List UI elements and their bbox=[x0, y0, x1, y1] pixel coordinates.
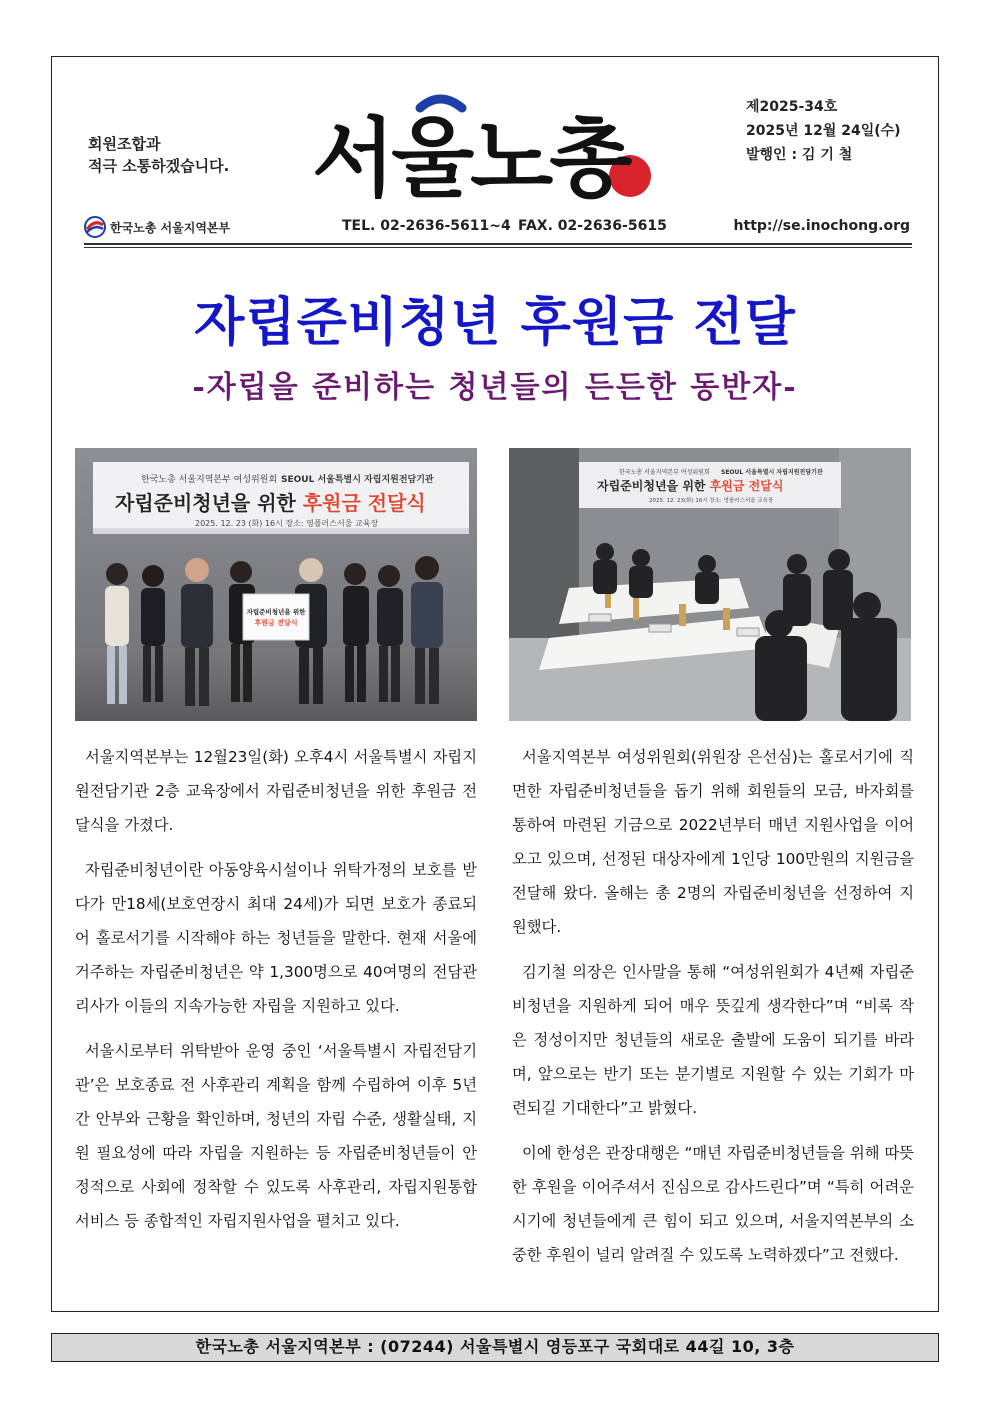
paragraph: 이에 한성은 관장대행은 “매년 자립준비청년들을 위해 따뜻한 후원을 이어주셔서 진심으로 감사드린다”며 “특히 어려운 시기에 청년들에게 큰 힘이 되고 있으며, 서울지역본부의 소중한 후원이 널리 알려질 수 있도록 노력하겠다”고 전했다. bbox=[512, 1144, 914, 1264]
paragraph: 김기철 의장은 인사말을 통해 “여성위원회가 4년째 자립준비청년을 지원하게 되어 매우 뜻깊게 생각한다”며 “비록 작은 정성이지만 청년들의 새로운 출발에 도움이 되기를 바라며, 앞으로는 반기 또는 분기별로 지원할 수 있는 기회가 마련되길 기대한다”고 밝혔다. bbox=[512, 963, 914, 1117]
slogan-line-1: 회원조합과 bbox=[88, 135, 161, 153]
banner-org: 한국노총 서울지역본부 여성위원회 bbox=[619, 469, 710, 476]
banner-title-b: 후원금 전달식 bbox=[709, 479, 784, 493]
masthead-title: 서울노총 bbox=[312, 109, 629, 202]
issue-info bbox=[746, 95, 901, 167]
banner-info: 2025. 12. 23 (화) 16시 장소: 영플러스서울 교육장 bbox=[195, 519, 379, 528]
board-line-2: 후원금 전달식 bbox=[254, 619, 298, 627]
photo-meeting bbox=[509, 448, 911, 721]
banner-logo: SEOUL 서울특별시 자립지원전담기관 bbox=[281, 475, 434, 485]
banner-title-a: 자립준비청년을 위한 bbox=[115, 491, 303, 515]
contact-bar bbox=[84, 212, 912, 242]
board-line-1: 자립준비청년을 위한 bbox=[246, 608, 306, 616]
article-column-right bbox=[512, 740, 914, 1283]
website-link[interactable]: http://se.inochong.org bbox=[733, 218, 910, 234]
svg-text:자립준비청년을 위한 후원금 전달식 bbox=[597, 478, 783, 493]
issue-date: 2025년 12월 24일(수) bbox=[746, 123, 901, 139]
svg-text:자립준비청년을 위한 후원금 전달식 bbox=[115, 491, 426, 515]
banner-logo: SEOUL 서울특별시 자립지원전담기관 bbox=[721, 469, 823, 476]
publisher: 발행인 : 김 기 철 bbox=[746, 147, 853, 163]
slogan-line-2: 적극 소통하겠습니다. bbox=[88, 157, 230, 175]
headline: 자립준비청년 후원금 전달 bbox=[194, 293, 796, 353]
issue-number: 제2025-34호 bbox=[746, 99, 838, 115]
photo-group bbox=[75, 448, 477, 721]
banner-info: 2025. 12. 23(화) 16시 장소: 영플러스서울 교육장 bbox=[649, 498, 774, 504]
fax: FAX. 02-2636-5615 bbox=[518, 218, 667, 234]
divider bbox=[84, 243, 912, 245]
org-name: 한국노총 서울지역본부 bbox=[110, 221, 231, 235]
org-logo-icon bbox=[84, 216, 106, 238]
banner-title-b: 후원금 전달식 bbox=[302, 491, 426, 515]
banner-org: 한국노총 서울지역본부 여성위원회 bbox=[141, 475, 278, 485]
paragraph: 서울지역본부 여성위원회(위원장 은선심)는 홀로서기에 직면한 자립준비청년들을 돕기 위해 회원들의 모금, 바자회를 통하여 마련된 기금으로 2022년부터 매년 지원사업을 이어오고 있으며, 선정된 대상자에게 1인당 100만원의 지원금을 전달해 왔다. 올해는 총 2명의 자립준비청년을 선정하여 지원했다. bbox=[512, 748, 914, 936]
slogan bbox=[88, 133, 229, 177]
telephone: TEL. 02-2636-5611~4 bbox=[342, 218, 511, 234]
paragraph: 서울지역본부는 12월23일(화) 오후4시 서울특별시 자립지원전담기관 2층 교육장에서 자립준비청년을 위한 후원금 전달식을 가졌다. bbox=[75, 748, 477, 834]
banner-title-a: 자립준비청년을 위한 bbox=[597, 479, 710, 493]
paragraph: 자립준비청년이란 아동양육시설이나 위탁가정의 보호를 받다가 만18세(보호연장시 최대 24세)가 되면 보호가 종료되어 홀로서기를 시작해야 하는 청년들을 말한다. 현재 서울에 거주하는 자립준비청년은 약 1,300명으로 40여명의 전담관리사가 이들의 지속가능한 자립을 지원하고 있다. bbox=[75, 861, 477, 1015]
divider bbox=[84, 247, 912, 248]
article-column-left bbox=[75, 740, 477, 1249]
footer-address: 한국노총 서울지역본부 : (07244) 서울특별시 영등포구 국회대로 44길 10, 3층 bbox=[51, 1333, 939, 1362]
subheadline: -자립을 준비하는 청년들의 든든한 동반자- bbox=[192, 370, 798, 405]
masthead-logo bbox=[312, 92, 672, 202]
paragraph: 서울시로부터 위탁받아 운영 중인 ‘서울특별시 자립전담기관’은 보호종료 전 사후관리 계획을 함께 수립하여 이후 5년간 안부와 근황을 확인하며, 청년의 자립 수준, 생활실태, 지원 필요성에 따라 자립을 지원하는 등 자립준비청년들이 안정적으로 사회에 정착할 수 있도록 사후관리, 자립지원통합서비스 등 종합적인 자립지원사업을 펼치고 있다. bbox=[75, 1042, 477, 1230]
